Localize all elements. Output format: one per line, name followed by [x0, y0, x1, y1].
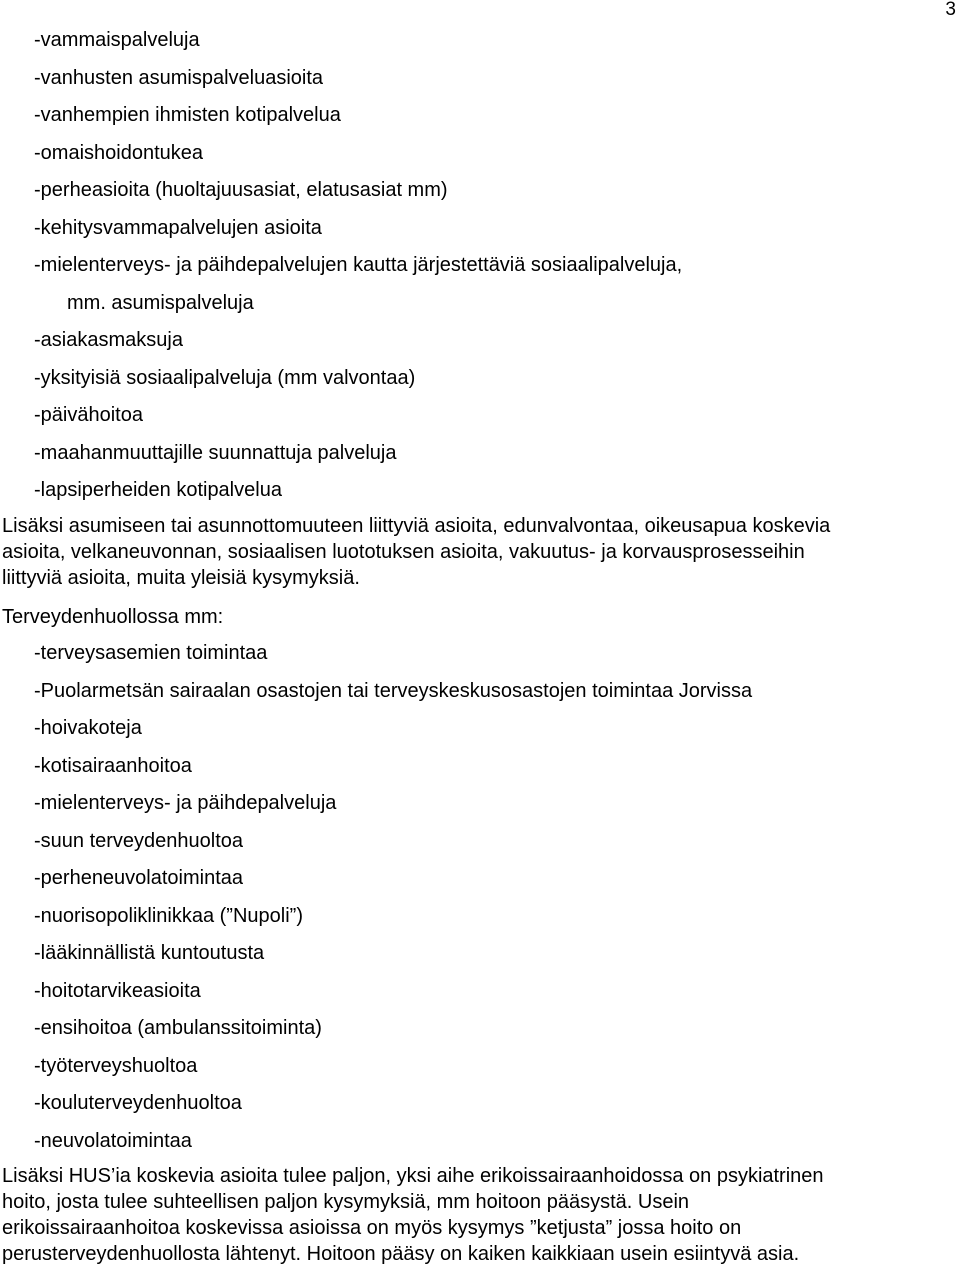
- list-item: -vanhusten asumispalveluasioita: [34, 66, 324, 89]
- social-additional-paragraph: [2, 513, 830, 591]
- list-item: -ensihoitoa (ambulanssitoiminta): [34, 1017, 322, 1039]
- list-item: -maahanmuuttajille suunnattuja palveluja: [34, 441, 397, 464]
- list-item: -suun terveydenhuoltoa: [34, 829, 244, 852]
- list-item: -lapsiperheiden kotipalvelua: [34, 479, 282, 501]
- list-item: -Puolarmetsän sairaalan osastojen tai terveyskeskusosastojen toimintaa Jorvissa: [34, 679, 753, 702]
- list-item: -hoitotarvikeasioita: [34, 979, 201, 1002]
- paragraph-line: Lisäksi asumiseen tai asunnottomuuteen liittyviä asioita, edunvalvontaa, oikeusapua koskevia: [2, 515, 831, 537]
- list-item: -nuorisopoliklinikkaa (”Nupoli”): [34, 904, 303, 927]
- list-item: -omaishoidontukea: [34, 141, 203, 164]
- list-item: -terveysasemien toimintaa: [34, 642, 268, 664]
- list-item-continuation: mm. asumispalveluja: [67, 291, 254, 314]
- paragraph-line: perusterveydenhuollosta lähtenyt. Hoitoon pääsy on kaiken kaikkiaan usein esiintyvä asia.: [2, 1243, 800, 1265]
- list-item: -perheneuvolatoimintaa: [34, 867, 244, 889]
- paragraph-line: erikoissairaanhoitoa koskevissa asioissa on myös kysymys ”ketjusta” jossa hoito on: [2, 1217, 742, 1239]
- page-number: 3: [945, 0, 956, 20]
- paragraph-line: liittyviä asioita, muita yleisiä kysymyksiä.: [2, 567, 360, 589]
- list-item: -asiakasmaksuja: [34, 329, 183, 351]
- list-item: -vanhempien ihmisten kotipalvelua: [34, 104, 341, 126]
- health-services-list: [34, 635, 752, 1160]
- list-item: -hoivakoteja: [34, 717, 142, 739]
- list-item: -mielenterveys- ja päihdepalvelujen kautta järjestettäviä sosiaalipalveluja,: [34, 254, 683, 276]
- paragraph-line: hoito, josta tulee suhteellisen paljon kysymyksiä, mm hoitoon pääsystä. Usein: [2, 1191, 690, 1213]
- list-item: -yksityisiä sosiaalipalveluja (mm valvontaa): [34, 366, 416, 389]
- social-services-list: [34, 22, 682, 510]
- list-item: -mielenterveys- ja päihdepalveluja: [34, 792, 337, 814]
- list-item: -kouluterveydenhuoltoa: [34, 1092, 242, 1114]
- list-item: -vammaispalveluja: [34, 29, 200, 51]
- list-item: -kehitysvammapalvelujen asioita: [34, 216, 322, 239]
- list-item: -perheasioita (huoltajuusasiat, elatusasiat mm): [34, 179, 448, 201]
- hus-paragraph: [2, 1163, 824, 1267]
- list-item: -työterveyshuoltoa: [34, 1054, 198, 1077]
- paragraph-line: Lisäksi HUS’ia koskevia asioita tulee paljon, yksi aihe erikoissairaanhoidossa on psykiatrinen: [2, 1165, 824, 1187]
- list-item: -päivähoitoa: [34, 404, 143, 426]
- list-item: -neuvolatoimintaa: [34, 1129, 192, 1152]
- health-heading: Terveydenhuollossa mm:: [2, 606, 224, 628]
- list-item: -lääkinnällistä kuntoutusta: [34, 942, 265, 964]
- paragraph-line: asioita, velkaneuvonnan, sosiaalisen luototuksen asioita, vakuutus- ja korvausprosesseihin: [2, 541, 805, 563]
- list-item: -kotisairaanhoitoa: [34, 754, 192, 777]
